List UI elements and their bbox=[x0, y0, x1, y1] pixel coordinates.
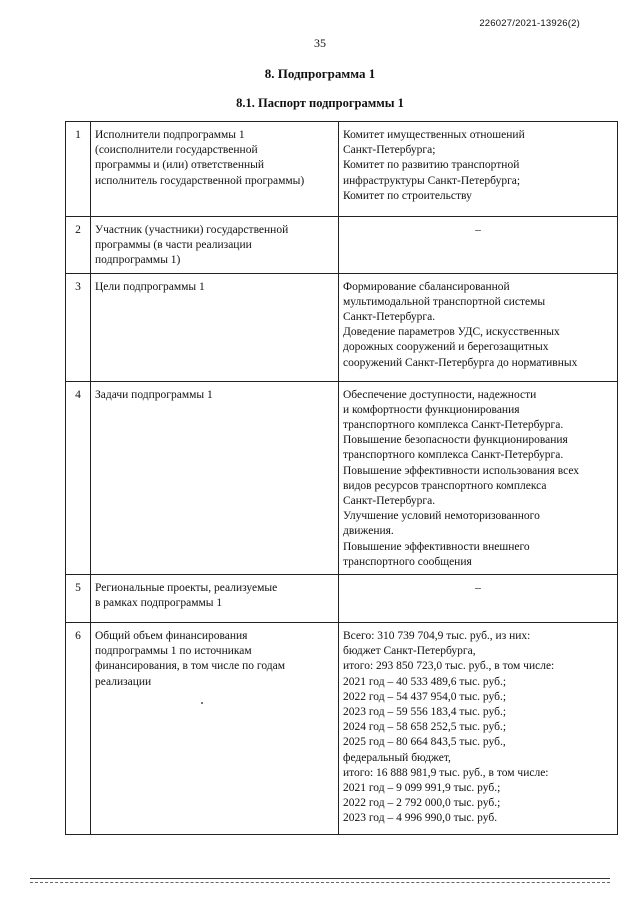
row-number: 4 bbox=[66, 381, 91, 574]
value-line: Обеспечение доступности, надежности bbox=[343, 388, 537, 401]
row-value bbox=[339, 273, 618, 381]
row-label bbox=[91, 381, 339, 574]
label-line: финансирования, в том числе по годам bbox=[95, 660, 285, 673]
value-line: итого: 16 888 981,9 тыс. руб., в том числе: bbox=[343, 766, 549, 779]
row-label bbox=[91, 122, 339, 217]
value-line: 2022 год – 54 437 954,0 тыс. руб.; bbox=[343, 690, 507, 703]
value-line: Формирование сбалансированной bbox=[343, 280, 510, 293]
page-number: 35 bbox=[314, 36, 326, 50]
row-value-empty-dash: – bbox=[339, 575, 618, 623]
label-line: исполнитель государственной программы) bbox=[95, 174, 305, 187]
label-line: Общий объем финансирования bbox=[95, 630, 248, 643]
row-number: 6 bbox=[66, 623, 91, 835]
label-line: Региональные проекты, реализуемые bbox=[95, 582, 278, 595]
value-line: Комитет по строительству bbox=[343, 189, 472, 202]
value-line: федеральный бюджет, bbox=[343, 751, 451, 764]
value-line: 2023 год – 4 996 990,0 тыс. руб. bbox=[343, 812, 498, 825]
value-line: 2023 год – 59 556 183,4 тыс. руб.; bbox=[343, 706, 507, 719]
value-line: Повышение эффективности внешнего bbox=[343, 540, 530, 553]
row-label bbox=[91, 217, 339, 274]
section-title: 8. Подпрограмма 1 bbox=[264, 66, 376, 81]
table-row-goals bbox=[66, 273, 618, 381]
label-line: реализации bbox=[95, 675, 152, 688]
value-line: сооружений Санкт-Петербурга до нормативных bbox=[343, 356, 578, 369]
row-value bbox=[339, 381, 618, 574]
row-value-empty-dash: – bbox=[339, 217, 618, 274]
value-line: 2024 год – 58 658 252,5 тыс. руб.; bbox=[343, 721, 507, 734]
label-line: подпрограммы 1 по источникам bbox=[95, 645, 252, 658]
row-value bbox=[339, 122, 618, 217]
value-line: Повышение безопасности функционирования bbox=[343, 434, 568, 447]
value-line: транспортного комплекса Санкт-Петербурга. bbox=[343, 449, 564, 462]
row-value bbox=[339, 623, 618, 835]
row-label bbox=[91, 575, 339, 623]
subsection-title: 8.1. Паспорт подпрограммы 1 bbox=[236, 96, 404, 110]
table-row-tasks bbox=[66, 381, 618, 574]
subprogram-passport-table bbox=[65, 121, 618, 835]
value-line: бюджет Санкт-Петербурга, bbox=[343, 645, 476, 658]
value-line: 2025 год – 80 664 843,5 тыс. руб., bbox=[343, 736, 506, 749]
value-line: 2021 год – 9 099 991,9 тыс. руб.; bbox=[343, 782, 501, 795]
row-number: 1 bbox=[66, 122, 91, 217]
scan-artifact bbox=[201, 702, 203, 704]
value-line: Санкт-Петербурга; bbox=[343, 144, 436, 157]
label-line: Цели подпрограммы 1 bbox=[95, 280, 205, 293]
row-number: 3 bbox=[66, 273, 91, 381]
value-line: видов ресурсов транспортного комплекса bbox=[343, 479, 547, 492]
label-line: Задачи подпрограммы 1 bbox=[95, 388, 213, 401]
value-line: Санкт-Петербурга. bbox=[343, 311, 436, 324]
value-line: движения. bbox=[343, 525, 394, 538]
table-row-participants bbox=[66, 217, 618, 274]
label-line: Участник (участники) государственной bbox=[95, 224, 289, 236]
value-line: инфраструктуры Санкт-Петербурга; bbox=[343, 174, 521, 187]
value-line: мультимодальной транспортной системы bbox=[343, 295, 546, 308]
value-line: дорожных сооружений и берегозащитных bbox=[343, 341, 549, 354]
value-line: 2021 год – 40 533 489,6 тыс. руб.; bbox=[343, 675, 507, 688]
value-line: 2022 год – 2 792 000,0 тыс. руб.; bbox=[343, 797, 501, 810]
value-line: и комфортности функционирования bbox=[343, 403, 520, 416]
label-line: программы (в части реализации bbox=[95, 239, 252, 252]
value-line: Санкт-Петербурга. bbox=[343, 495, 436, 508]
row-number: 2 bbox=[66, 217, 91, 274]
document-id: 226027/2021-13926(2) bbox=[479, 18, 580, 29]
row-label bbox=[91, 623, 339, 835]
row-number: 5 bbox=[66, 575, 91, 623]
value-line: Доведение параметров УДС, искусственных bbox=[343, 326, 560, 339]
value-line: Комитет имущественных отношений bbox=[343, 129, 525, 141]
table-row-financing bbox=[66, 623, 618, 835]
value-line: транспортного комплекса Санкт-Петербурга. bbox=[343, 419, 564, 432]
table-row-regional-projects bbox=[66, 575, 618, 623]
label-line: (соисполнители государственной bbox=[95, 144, 258, 157]
value-line: Повышение эффективности использования всех bbox=[343, 464, 580, 477]
label-line: подпрограммы 1) bbox=[95, 254, 181, 267]
footer-rule bbox=[30, 878, 610, 879]
footer-rule-dashed bbox=[30, 882, 610, 883]
label-line: Исполнители подпрограммы 1 bbox=[95, 129, 245, 141]
label-line: программы и (или) ответственный bbox=[95, 159, 265, 172]
label-line: в рамках подпрограммы 1 bbox=[95, 597, 223, 610]
value-line: транспортного сообщения bbox=[343, 555, 472, 568]
value-line: Комитет по развитию транспортной bbox=[343, 159, 520, 172]
table-row-executors bbox=[66, 122, 618, 217]
value-line: Всего: 310 739 704,9 тыс. руб., из них: bbox=[343, 630, 531, 643]
value-line: Улучшение условий немоторизованного bbox=[343, 510, 540, 523]
value-line: итого: 293 850 723,0 тыс. руб., в том числе: bbox=[343, 660, 555, 673]
row-label bbox=[91, 273, 339, 381]
